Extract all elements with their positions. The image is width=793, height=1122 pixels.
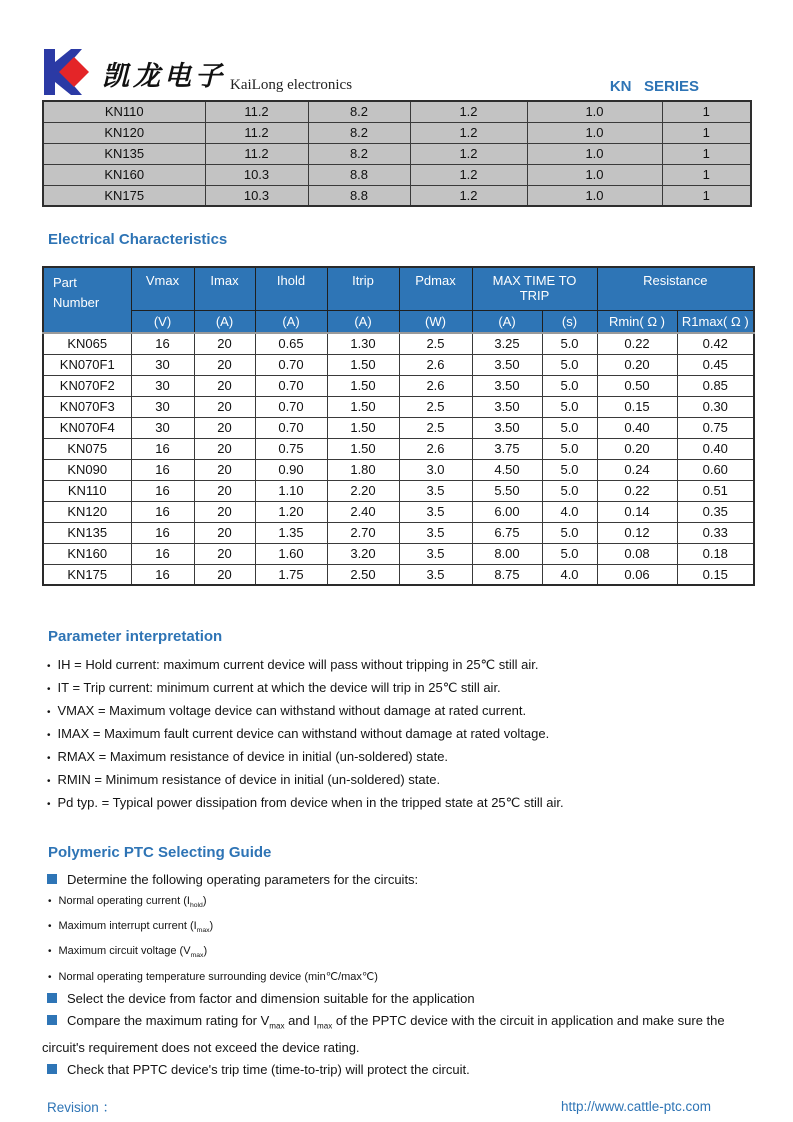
table-cell: 0.20 <box>597 438 677 459</box>
table-cell: 0.50 <box>597 375 677 396</box>
table-cell: KN070F2 <box>43 375 131 396</box>
parameter-item-rmax <box>42 746 753 769</box>
parameter-text: RMIN = Minimum resistance of device in initial (un-soldered) state. <box>57 772 441 787</box>
table-cell: 30 <box>131 417 194 438</box>
col-header-max-time-to-trip <box>472 267 597 310</box>
unit-a4: (A) <box>472 310 542 333</box>
table-cell: 0.06 <box>597 564 677 585</box>
guide-item-temperature <box>42 967 753 988</box>
table-cell: 20 <box>194 354 255 375</box>
table-cell: 8.2 <box>308 101 410 122</box>
col-header-resistance: Resistance <box>597 267 754 310</box>
table-cell: 1.80 <box>327 459 399 480</box>
table-cell: 5.0 <box>542 522 597 543</box>
table-cell: 30 <box>131 354 194 375</box>
table-cell: 8.2 <box>308 143 410 164</box>
table-cell: 5.0 <box>542 543 597 564</box>
table-cell: 3.5 <box>399 564 472 585</box>
bullet-dot-icon: • <box>47 707 51 718</box>
table-cell: 3.50 <box>472 354 542 375</box>
guide-list <box>42 869 753 1081</box>
table-cell: 0.33 <box>677 522 754 543</box>
table-cell: 3.50 <box>472 396 542 417</box>
table-cell: 30 <box>131 396 194 417</box>
table-cell: 3.5 <box>399 501 472 522</box>
table-cell: 2.50 <box>327 564 399 585</box>
guide-item-circuit-voltage <box>42 941 753 966</box>
table-cell: 16 <box>131 522 194 543</box>
table-cell: 0.65 <box>255 333 327 354</box>
table-cell: KN070F4 <box>43 417 131 438</box>
table-row <box>43 522 754 543</box>
guide-text: Check that PPTC device's trip time (time-to-trip) will protect the circuit. <box>67 1062 470 1078</box>
table-cell: 3.50 <box>472 417 542 438</box>
table-cell: 0.18 <box>677 543 754 564</box>
logo-english-text: KaiLong electronics <box>230 77 353 93</box>
table-cell: 20 <box>194 375 255 396</box>
table-cell: KN070F3 <box>43 396 131 417</box>
table-cell: 0.42 <box>677 333 754 354</box>
table-cell: KN110 <box>43 101 205 122</box>
parameter-item-vmax <box>42 700 753 723</box>
col-header-part-line2: Number <box>53 295 100 310</box>
table-row <box>43 417 754 438</box>
table-cell: 20 <box>194 501 255 522</box>
table-row <box>43 459 754 480</box>
subscript-text: max <box>269 1021 285 1031</box>
table-cell: 8.75 <box>472 564 542 585</box>
table-cell: 0.22 <box>597 480 677 501</box>
guide-text: ) <box>203 945 208 958</box>
table-cell: 0.70 <box>255 417 327 438</box>
table-cell: KN110 <box>43 480 131 501</box>
table-cell: 1.50 <box>327 417 399 438</box>
table-cell: 2.6 <box>399 375 472 396</box>
table-cell: 2.5 <box>399 417 472 438</box>
table-cell: KN075 <box>43 438 131 459</box>
table-cell: 0.90 <box>255 459 327 480</box>
parameter-item-it <box>42 677 753 700</box>
table-cell: 6.75 <box>472 522 542 543</box>
bullet-dot-icon: • <box>47 776 51 787</box>
table-cell: 0.20 <box>597 354 677 375</box>
guide-text: and I <box>284 1012 318 1028</box>
unit-a2: (A) <box>255 310 327 333</box>
unit-w: (W) <box>399 310 472 333</box>
table-cell: 20 <box>194 564 255 585</box>
parameter-text: VMAX = Maximum voltage device can withstand without damage at rated current. <box>57 703 527 718</box>
guide-text: Select the device from factor and dimension suitable for the application <box>67 990 475 1006</box>
table-cell: 2.6 <box>399 438 472 459</box>
table-cell: 0.08 <box>597 543 677 564</box>
subscript-text: max <box>190 952 204 960</box>
table-cell: 10.3 <box>205 185 308 206</box>
table-cell: 1.50 <box>327 354 399 375</box>
section-title-guide: Polymeric PTC Selecting Guide <box>48 844 272 861</box>
guide-item-determine <box>42 869 753 891</box>
electrical-characteristics-table <box>42 266 755 586</box>
table-cell: 5.0 <box>542 333 597 354</box>
guide-text: of the PPTC device with the circuit in application and make sure the circuit's requirement does not exceed the device rating. <box>42 1012 725 1056</box>
max-time-line2: TRIP <box>519 288 550 303</box>
table-cell: 20 <box>194 396 255 417</box>
table-cell: 0.40 <box>677 438 754 459</box>
table-cell: 2.70 <box>327 522 399 543</box>
table-cell: 0.24 <box>597 459 677 480</box>
table-row <box>43 143 751 164</box>
table-cell: 5.0 <box>542 438 597 459</box>
col-header-ihold: Ihold <box>255 267 327 310</box>
table-cell: 5.0 <box>542 417 597 438</box>
table-cell: KN160 <box>43 543 131 564</box>
unit-s: (s) <box>542 310 597 333</box>
table-cell: KN120 <box>43 501 131 522</box>
table-cell: 11.2 <box>205 122 308 143</box>
table-cell: 0.60 <box>677 459 754 480</box>
table-cell: 20 <box>194 543 255 564</box>
table-row <box>43 164 751 185</box>
table-cell: 0.70 <box>255 375 327 396</box>
table-cell: 3.20 <box>327 543 399 564</box>
table-cell: 1.0 <box>527 122 662 143</box>
table-cell: 4.0 <box>542 564 597 585</box>
table-cell: 5.0 <box>542 480 597 501</box>
table-cell: 8.8 <box>308 185 410 206</box>
table-row <box>43 333 754 354</box>
table-cell: 20 <box>194 438 255 459</box>
table-cell: 5.0 <box>542 459 597 480</box>
table-cell: 0.75 <box>677 417 754 438</box>
page-footer <box>42 1096 753 1116</box>
table-cell: 11.2 <box>205 143 308 164</box>
parameter-item-ih <box>42 654 753 677</box>
table-cell: 1 <box>662 164 751 185</box>
table-row <box>43 122 751 143</box>
table-cell: 1.75 <box>255 564 327 585</box>
table-cell: 0.12 <box>597 522 677 543</box>
table-units-row <box>43 310 754 333</box>
table-cell: KN090 <box>43 459 131 480</box>
section-title-parameters: Parameter interpretation <box>48 628 223 645</box>
guide-text: Maximum interrupt current (I <box>58 920 197 933</box>
table-cell: 1.2 <box>410 143 527 164</box>
table-cell: 0.45 <box>677 354 754 375</box>
section-title-electrical: Electrical Characteristics <box>48 231 228 248</box>
table-cell: KN135 <box>43 143 205 164</box>
table-cell: 3.5 <box>399 522 472 543</box>
bullet-dot-icon: • <box>47 753 51 764</box>
col-header-vmax: Vmax <box>131 267 194 310</box>
parameter-text: IT = Trip current: minimum current at which the device will trip in 25℃ still air. <box>57 680 501 695</box>
bullet-square-icon <box>47 993 57 1003</box>
table-cell: 3.50 <box>472 375 542 396</box>
logo-chinese-text: 凯龙电子 <box>102 61 226 92</box>
table-cell: 2.5 <box>399 333 472 354</box>
table-cell: KN160 <box>43 164 205 185</box>
unit-a1: (A) <box>194 310 255 333</box>
col-header-itrip: Itrip <box>327 267 399 310</box>
table-cell: 8.8 <box>308 164 410 185</box>
table-cell: 16 <box>131 459 194 480</box>
table-cell: KN120 <box>43 122 205 143</box>
table-cell: 1.2 <box>410 164 527 185</box>
col-header-part-number <box>43 267 131 333</box>
table-row <box>43 501 754 522</box>
table-cell: 16 <box>131 501 194 522</box>
table-cell: 0.30 <box>677 396 754 417</box>
table-cell: 1.10 <box>255 480 327 501</box>
bullet-dot-icon: • <box>47 684 51 695</box>
guide-text: Normal operating current (I <box>58 895 190 907</box>
guide-item-check <box>42 1059 753 1081</box>
table-cell: 1.30 <box>327 333 399 354</box>
col-header-imax: Imax <box>194 267 255 310</box>
table-cell: 4.0 <box>542 501 597 522</box>
bullet-dot-icon: • <box>48 946 52 958</box>
table-cell: 1.20 <box>255 501 327 522</box>
table-cell: 3.75 <box>472 438 542 459</box>
guide-text: ) <box>202 895 207 907</box>
table-cell: 1.0 <box>527 164 662 185</box>
subscript-text: hold <box>189 902 203 910</box>
parameter-text: IH = Hold current: maximum current device will pass without tripping in 25℃ still air. <box>57 657 539 672</box>
parameter-item-rmin <box>42 769 753 792</box>
table-cell: 1.2 <box>410 101 527 122</box>
parameter-text: IMAX = Maximum fault current device can withstand without damage at rated voltage. <box>57 726 550 741</box>
table-cell: 8.00 <box>472 543 542 564</box>
guide-text: ) <box>209 920 214 933</box>
table-cell: 16 <box>131 543 194 564</box>
table-cell: 16 <box>131 564 194 585</box>
table-cell: 2.6 <box>399 354 472 375</box>
table-cell: 3.5 <box>399 480 472 501</box>
guide-text: Maximum circuit voltage (V <box>58 945 191 958</box>
max-time-line1: MAX TIME TO <box>492 273 577 288</box>
table-cell: 0.75 <box>255 438 327 459</box>
parameter-text: RMAX = Maximum resistance of device in initial (un-soldered) state. <box>57 749 449 764</box>
unit-v: (V) <box>131 310 194 333</box>
table-cell: 16 <box>131 333 194 354</box>
table-cell: 0.70 <box>255 354 327 375</box>
table-cell: 1.60 <box>255 543 327 564</box>
table-cell: 1.2 <box>410 185 527 206</box>
table-cell: 10.3 <box>205 164 308 185</box>
footer-revision-label: Revision ： <box>47 1100 117 1116</box>
bullet-dot-icon: • <box>48 971 52 983</box>
table-cell: 16 <box>131 480 194 501</box>
table-cell: 1 <box>662 122 751 143</box>
table-cell: 0.51 <box>677 480 754 501</box>
table-cell: 0.85 <box>677 375 754 396</box>
table-cell: 20 <box>194 459 255 480</box>
kailong-logo-icon <box>42 49 94 95</box>
table-cell: 5.50 <box>472 480 542 501</box>
bullet-dot-icon: • <box>48 921 52 933</box>
table-cell: 5.0 <box>542 354 597 375</box>
table-cell: 1 <box>662 185 751 206</box>
table-cell: 2.20 <box>327 480 399 501</box>
table-cell: 8.2 <box>308 122 410 143</box>
table-row <box>43 480 754 501</box>
table-cell: 1.0 <box>527 101 662 122</box>
table-cell: 20 <box>194 522 255 543</box>
table-cell: 1.0 <box>527 143 662 164</box>
subscript-text: max <box>317 1021 333 1031</box>
footer-url-link[interactable]: http://www.cattle-ptc.com <box>560 1098 711 1114</box>
table-cell: 1 <box>662 101 751 122</box>
table-cell: 30 <box>131 375 194 396</box>
table-row <box>43 438 754 459</box>
table-cell: 1.50 <box>327 375 399 396</box>
table-row <box>43 101 751 122</box>
guide-item-interrupt-current <box>42 916 753 941</box>
table-cell: 1.2 <box>410 122 527 143</box>
bullet-dot-icon: • <box>48 896 52 907</box>
guide-text: Compare the maximum rating for V <box>67 1012 270 1028</box>
bullet-dot-icon: • <box>47 661 51 672</box>
page-header <box>42 48 753 95</box>
table-cell: 1.50 <box>327 438 399 459</box>
table-cell: KN065 <box>43 333 131 354</box>
table-cell: 20 <box>194 417 255 438</box>
table-cell: 4.50 <box>472 459 542 480</box>
parameter-list <box>42 654 753 815</box>
table-cell: 1.0 <box>527 185 662 206</box>
guide-item-select <box>42 988 753 1010</box>
table-cell: 0.70 <box>255 396 327 417</box>
table-cell: 0.35 <box>677 501 754 522</box>
table-row <box>43 396 754 417</box>
table-row <box>43 543 754 564</box>
bullet-dot-icon: • <box>47 799 51 810</box>
table-header-row <box>43 267 754 310</box>
table-row <box>43 354 754 375</box>
unit-r1max: R1max( Ω ) <box>677 310 754 333</box>
table-cell: KN135 <box>43 522 131 543</box>
parameter-text: Pd typ. = Typical power dissipation from device when in the tripped state at 25℃ still air. <box>57 795 564 810</box>
table-cell: 6.00 <box>472 501 542 522</box>
table-cell: 2.5 <box>399 396 472 417</box>
bullet-square-icon <box>47 1015 57 1025</box>
series-label: KN SERIES <box>609 78 699 95</box>
unit-rmin: Rmin( Ω ) <box>597 310 677 333</box>
table-cell: KN175 <box>43 185 205 206</box>
guide-text: Normal operating temperature surrounding device (min℃/max℃) <box>58 970 378 983</box>
bullet-square-icon <box>47 874 57 884</box>
unit-a3: (A) <box>327 310 399 333</box>
guide-text: Determine the following operating parameters for the circuits: <box>67 872 419 887</box>
col-header-pdmax: Pdmax <box>399 267 472 310</box>
table-cell: 0.15 <box>677 564 754 585</box>
table-cell: 0.40 <box>597 417 677 438</box>
table-row <box>43 185 751 206</box>
table-cell: 20 <box>194 333 255 354</box>
table-cell: 3.25 <box>472 333 542 354</box>
table-cell: 2.40 <box>327 501 399 522</box>
table-cell: 0.22 <box>597 333 677 354</box>
subscript-text: max <box>196 927 210 935</box>
table-cell: 5.0 <box>542 375 597 396</box>
bullet-square-icon <box>47 1064 57 1074</box>
table-cell: 3.5 <box>399 543 472 564</box>
table-cell: 0.14 <box>597 501 677 522</box>
guide-item-normal-current <box>42 891 753 916</box>
table-cell: 5.0 <box>542 396 597 417</box>
parameter-item-imax <box>42 723 753 746</box>
table-cell: 11.2 <box>205 101 308 122</box>
bullet-dot-icon: • <box>47 730 51 741</box>
table-cell: 3.0 <box>399 459 472 480</box>
table-cell: KN070F1 <box>43 354 131 375</box>
table-cell: 20 <box>194 480 255 501</box>
table-cell: 1.50 <box>327 396 399 417</box>
table-cell: 1.35 <box>255 522 327 543</box>
top-continuation-table <box>42 100 752 207</box>
table-cell: 16 <box>131 438 194 459</box>
guide-item-compare <box>42 1010 753 1060</box>
table-row <box>43 375 754 396</box>
table-cell: 1 <box>662 143 751 164</box>
table-cell: KN175 <box>43 564 131 585</box>
parameter-item-pd <box>42 792 753 815</box>
col-header-part-line1: Part <box>53 275 77 290</box>
table-cell: 0.15 <box>597 396 677 417</box>
table-row <box>43 564 754 585</box>
